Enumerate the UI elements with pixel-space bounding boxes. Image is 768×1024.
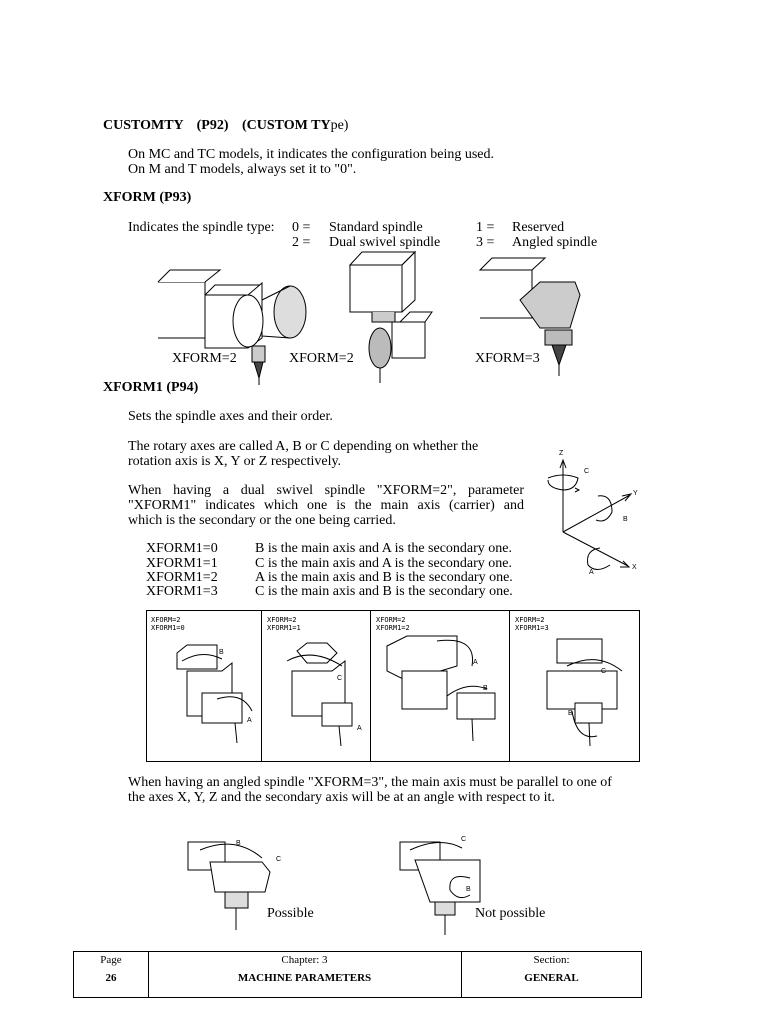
xform1-row-1-desc: C is the main axis and A is the secondary one.: [255, 556, 513, 571]
xform-opt-0-num: 0 =: [292, 220, 311, 235]
footer-section-label: Section:: [533, 954, 570, 966]
axis-label-a: A: [589, 569, 594, 576]
axis-label-y: Y: [633, 490, 638, 497]
footer-chapter-title: MACHINE PARAMETERS: [237, 972, 372, 984]
xform1-p1: Sets the spindle axes and their order.: [128, 409, 333, 424]
fig-label-2: XFORM=2: [289, 351, 354, 366]
param-code: (P92): [196, 118, 229, 133]
panel-2-sec-label: B: [483, 685, 488, 692]
xform1-p3b: "XFORM1" indicates which one is the main axis (carrier) and: [128, 498, 524, 513]
xform1-heading: XFORM1 (P94): [103, 380, 199, 395]
footer-section-title: GENERAL: [524, 972, 579, 984]
xform-opt-3-label: Angled spindle: [512, 235, 598, 250]
panel-0-sec-label: A: [247, 717, 252, 724]
fig-label-1: XFORM=2: [172, 351, 237, 366]
panel-1-sec-label: A: [357, 725, 362, 732]
footer-chapter-label: Chapter: 3: [281, 954, 328, 966]
panel-0-caption: XFORM=2 XFORM1=0: [151, 616, 185, 632]
param-desc-bold: (CUSTOM TY: [242, 118, 331, 133]
panel-0-main-label: B: [219, 649, 224, 656]
xform-opt-1-label: Reserved: [512, 220, 565, 235]
angled-text-line-1: When having an angled spindle "XFORM=3", the main axis must be parallel to one of: [128, 775, 612, 790]
xform-opt-0-label: Standard spindle: [329, 220, 423, 235]
xform-heading: XFORM (P93): [103, 190, 192, 205]
xform1-p3c: which is the secondary or the one being carried.: [128, 513, 396, 528]
xform1-p3a: When having a dual swivel spindle "XFORM=2", parameter: [128, 483, 524, 498]
customty-line-1: On MC and TC models, it indicates the configuration being used.: [128, 147, 495, 162]
xform-opt-3-num: 3 =: [476, 235, 495, 250]
page-footer: [73, 951, 642, 998]
panel-2-main-label: A: [473, 659, 478, 666]
axis-label-c: C: [584, 468, 590, 475]
panel-2-caption: XFORM=2 XFORM1=2: [376, 616, 410, 632]
xform1-p2b: rotation axis is X, Y or Z respectively.: [128, 454, 342, 469]
axis-label-x: X: [632, 564, 637, 571]
xform1-row-3-key: XFORM1=3: [146, 584, 218, 599]
param-desc-rest: pe): [330, 118, 349, 133]
footer-chapter-cell: [148, 952, 462, 997]
xform1-row-0-key: XFORM1=0: [146, 541, 218, 556]
footer-page-cell: [74, 952, 149, 997]
panel-1-main-label: C: [337, 675, 343, 682]
xform-opt-1-num: 1 =: [476, 220, 495, 235]
panel-3-caption: XFORM=2 XFORM1=3: [515, 616, 549, 632]
axis-label-z: Z: [559, 450, 564, 457]
panel-1-caption: XFORM=2 XFORM1=1: [267, 616, 301, 632]
bottom-label-b-2: B: [466, 886, 471, 893]
xform1-row-0-desc: B is the main axis and A is the secondary one.: [255, 541, 513, 556]
xform1-row-1-key: XFORM1=1: [146, 556, 218, 571]
xform-opt-2-num: 2 =: [292, 235, 311, 250]
footer-page-label: Page: [100, 954, 122, 966]
customty-line-2: On M and T models, always set it to "0".: [128, 162, 357, 177]
not-possible-label: Not possible: [475, 906, 546, 921]
footer-page-number: 26: [105, 972, 117, 984]
xform1-p2a: The rotary axes are called A, B or C depending on whether the: [128, 439, 479, 454]
bottom-label-c-1: C: [276, 856, 282, 863]
xform1-row-2-key: XFORM1=2: [146, 570, 218, 585]
param-name: CUSTOMTY: [103, 118, 184, 133]
bottom-label-c-2: C: [461, 836, 467, 843]
xform1-row-3-desc: C is the main axis and B is the secondary one.: [255, 584, 513, 599]
bottom-label-b: B: [236, 840, 241, 847]
xform1-row-2-desc: A is the main axis and B is the secondary one.: [255, 570, 513, 585]
xform-intro: Indicates the spindle type:: [128, 220, 275, 235]
xform-opt-2-label: Dual swivel spindle: [329, 235, 441, 250]
footer-section-cell: [462, 952, 641, 997]
possible-label: Possible: [267, 906, 314, 921]
panel-3-main-label: C: [601, 668, 607, 675]
angled-text-line-2: the axes X, Y, Z and the secondary axis will be at an angle with respect to it.: [128, 790, 555, 805]
panel-3-sec-label: B: [568, 710, 573, 717]
axis-label-b: B: [623, 516, 628, 523]
fig-label-3: XFORM=3: [475, 351, 540, 366]
